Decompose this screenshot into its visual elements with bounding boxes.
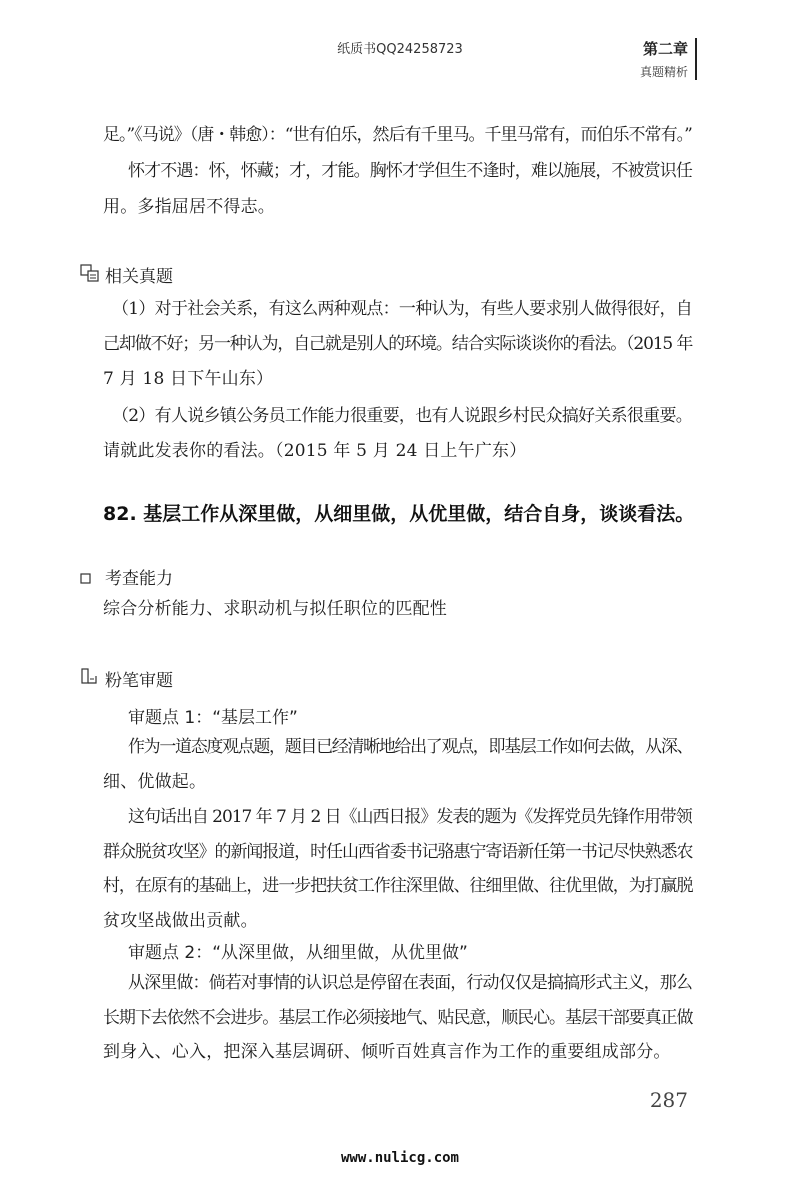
page-number: 287	[649, 1088, 688, 1112]
header-divider	[695, 38, 697, 80]
analysis-section-title: 粉笔审题	[105, 671, 173, 691]
text-line: 群众脱贫攻坚》的新闻报道，时任山西省委书记骆惠宁寄语新任第一书记尽快熟悉农	[103, 842, 693, 862]
analysis-point-1: 审题点 1：“基层工作”	[128, 708, 298, 728]
analysis-point-2: 审题点 2：“从深里做，从细里做，从优里做”	[128, 943, 468, 963]
analysis-section-icon	[80, 667, 100, 691]
related-section-title: 相关真题	[105, 267, 173, 287]
question-line: （1）对于社会关系，有这么两种观点：一种认为，有些人要求别人做得很好，自	[112, 299, 693, 319]
running-header: 纸质书QQ24258723	[337, 42, 463, 57]
ability-text: 综合分析能力、求职动机与拟任职位的匹配性	[103, 599, 447, 619]
question-line: （2）有人说乡镇公务员工作能力很重要，也有人说跟乡村民众搞好关系很重要。	[112, 406, 693, 426]
question-line: 请就此发表你的看法。（2015 年 5 月 24 日上午广东）	[103, 441, 527, 461]
ability-section-icon	[80, 570, 92, 589]
ability-section-title: 考查能力	[105, 569, 173, 589]
question-title: 82. 基层工作从深里做，从细里做，从优里做，结合自身，谈谈看法。	[103, 503, 695, 525]
text-line: 这句话出自 2017 年 7 月 2 日《山西日报》发表的题为《发挥党员先锋作用带领	[128, 807, 692, 827]
text-line: 作为一道态度观点题，题目已经清晰地给出了观点，即基层工作如何去做，从深、	[128, 737, 693, 757]
subchapter-label: 真题精析	[639, 65, 688, 79]
text-line: 用。多指屈居不得志。	[103, 197, 275, 217]
text-line: 到身入、心入，把深入基层调研、倾听百姓真言作为工作的重要组成部分。	[103, 1042, 671, 1062]
text-line: 贫攻坚战做出贡献。	[103, 911, 258, 931]
question-line: 7 月 18 日下午山东）	[103, 369, 274, 389]
text-line: 长期下去依然不会进步。基层工作必须接地气、贴民意，顺民心。基层干部要真正做	[103, 1008, 693, 1028]
text-line: 足。”《马说》（唐・韩愈）：“世有伯乐，然后有千里马。千里马常有，而伯乐不常有。”	[103, 125, 692, 145]
text-line: 村，在原有的基础上，进一步把扶贫工作往深里做、往细里做、往优里做，为打赢脱	[103, 876, 693, 896]
chapter-label: 第二章	[642, 40, 688, 58]
text-line: 怀才不遇：怀，怀藏；才，才能。胸怀才学但生不逢时，难以施展，不被赏识任	[128, 161, 692, 181]
text-line: 从深里做：倘若对事情的认识总是停留在表面，行动仅仅是搞搞形式主义，那么	[128, 973, 692, 993]
question-line: 己却做不好；另一种认为，自己就是别人的环境。结合实际谈谈你的看法。（2015 年	[103, 334, 693, 354]
related-section-icon	[80, 264, 100, 286]
text-line: 细、优做起。	[103, 772, 207, 792]
footer-url: www.nulicg.com	[340, 1150, 459, 1166]
